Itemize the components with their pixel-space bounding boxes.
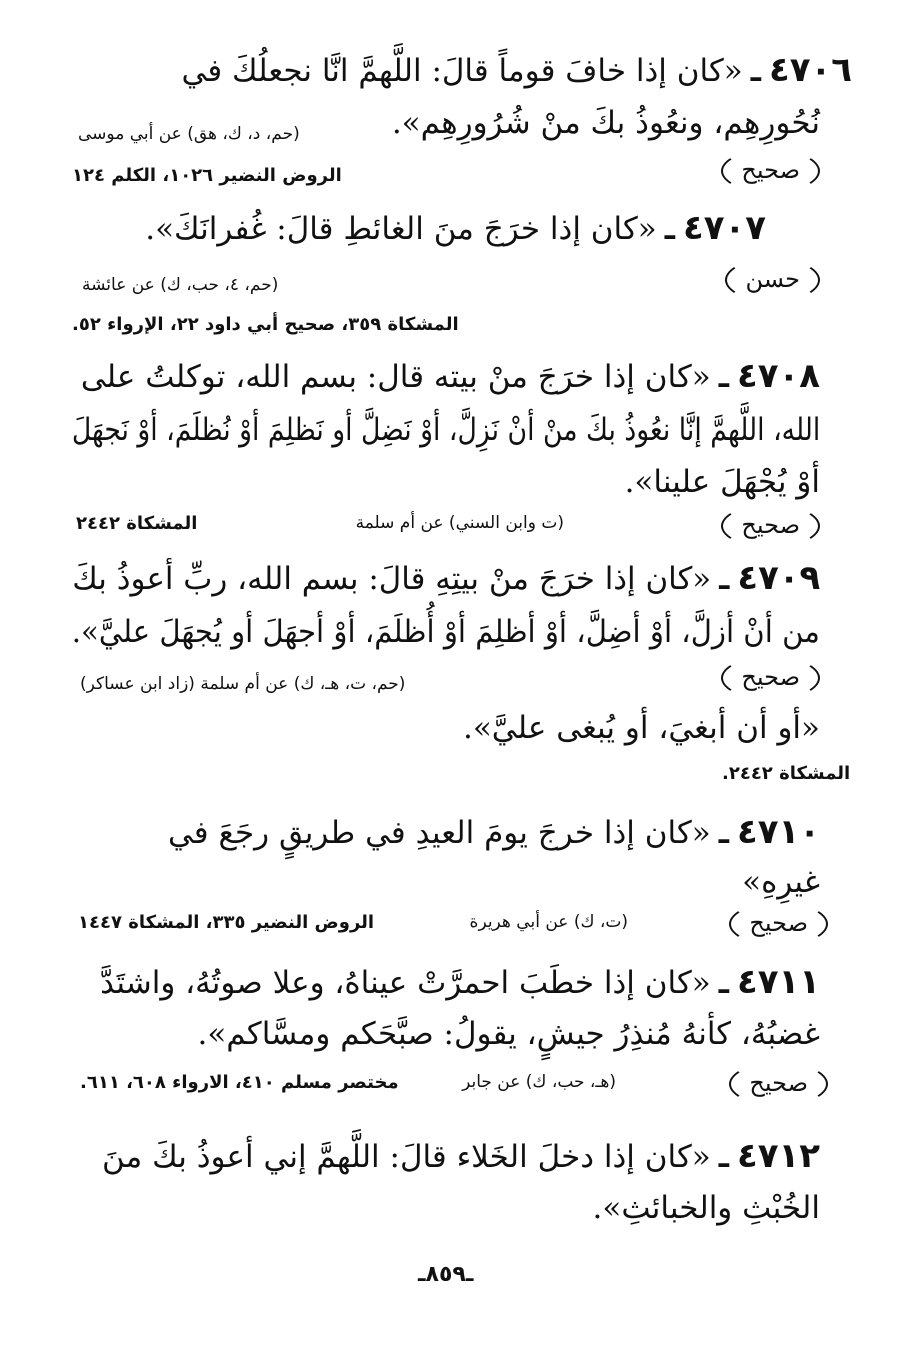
separator-dash: ـ — [664, 212, 675, 247]
hadith-4709-line-2 — [72, 610, 820, 654]
hadith-number: ٤٧٠٩ — [737, 558, 820, 598]
hadith-4711-line-1 — [100, 960, 820, 1006]
hadith-text: الله، اللَّهمَّ إنَّا نعُوذُ بكَ منْ أنْ نَزِلَّ، أوْ نَضِلَّ أو نَظلِمَ أوْ نُظلَمَ، أوْ نَجهَلَ — [71, 412, 820, 448]
hadith-4711-grade-badge: صحيح — [729, 1062, 828, 1106]
hadith-4708-reference: المشكاة ٢٤٤٢ — [76, 513, 198, 534]
hadith-text: غيرِهِ» — [742, 864, 820, 900]
hadith-text: من أنْ أزلَّ، أوْ أضِلَّ، أوْ أظلِمَ أوْ أُظلَمَ، أوْ أجهَلَ أو يُجهَلَ عليَّ». — [71, 614, 820, 650]
separator-dash: ـ — [718, 1140, 729, 1175]
separator-dash: ـ — [750, 54, 761, 89]
hadith-text: «كان إذا خطَبَ احمرَّتْ عيناهُ، وعلا صوتُهُ، واشتَدَّ — [100, 965, 711, 1001]
hadith-4711-reference: مختصر مسلم ٤١٠، الارواء ٦٠٨، ٦١١. — [80, 1072, 399, 1093]
hadith-4708-line-3 — [625, 460, 820, 504]
hadith-4708-line-2 — [72, 408, 820, 452]
hadith-4706-source: (حم، د، ك، هق) عن أبي موسى — [78, 124, 300, 144]
hadith-4709-extra — [463, 706, 820, 750]
hadith-4710-line-1 — [168, 810, 820, 856]
hadith-number: ٤٧١١ — [736, 962, 820, 1002]
hadith-4707-grade-badge: حسن — [725, 258, 820, 302]
hadith-text: غضبُهُ، كأنهُ مُنذِرُ جيشٍ، يقولُ: صبَّحَكم ومسَّاكم». — [197, 1016, 820, 1052]
hadith-number: ٤٧١٢ — [736, 1136, 820, 1176]
hadith-4707-reference: المشكاة ٣٥٩، صحيح أبي داود ٢٢، الإرواء ٥٢. — [72, 314, 459, 335]
page-number: ـ٨٥٩ـ — [418, 1262, 474, 1287]
hadith-4709-reference: المشكاة ٢٤٤٢. — [722, 763, 851, 784]
hadith-4712-line-1 — [102, 1134, 820, 1180]
hadith-4706-grade-badge: صحيح — [721, 149, 820, 193]
hadith-4706-line-2 — [392, 101, 820, 145]
separator-dash: ـ — [719, 562, 730, 597]
hadith-4710-grade-badge: صحيح — [729, 902, 828, 946]
hadith-text: أوْ يُجْهَلَ علينا». — [624, 464, 820, 500]
hadith-4711-source: (هـ، حب، ك) عن جابر — [462, 1072, 616, 1092]
hadith-4707-line-1 — [145, 206, 766, 252]
hadith-text: «كان إذا خرَجَ منَ الغائطِ قالَ: غُفرانَكَ». — [145, 211, 657, 247]
hadith-text: نُحُورِهِم، ونعُوذُ بكَ منْ شُرُورِهِم». — [391, 105, 820, 141]
hadith-number: ٤٧٠٧ — [682, 208, 766, 248]
separator-dash: ـ — [718, 360, 729, 395]
hadith-4709-source: (حم، ت، هـ، ك) عن أم سلمة (زاد ابن عساكر) — [80, 674, 406, 694]
hadith-text: «كان إذا خرجَ يومَ العيدِ في طريقٍ رجَعَ في — [167, 815, 711, 851]
hadith-text: «كان إذا دخلَ الخَلاء قالَ: اللَّهمَّ إني أعوذُ بكَ منَ — [102, 1139, 711, 1175]
hadith-4711-line-2 — [197, 1012, 820, 1056]
hadith-4707-source: (حم، ٤، حب، ك) عن عائشة — [82, 275, 279, 295]
hadith-number: ٤٧٠٨ — [736, 356, 820, 396]
hadith-4706-reference: الروض النضير ١٠٢٦، الكلم ١٢٤ — [72, 165, 342, 186]
hadith-text: «أو أن أبغيَ، أو يُبغى عليَّ». — [462, 710, 820, 746]
hadith-4710-source: (ت، ك) عن أبي هريرة — [469, 912, 628, 932]
hadith-text: الخُبْثِ والخبائثِ». — [592, 1190, 820, 1226]
hadith-text: «كان إذا خافَ قوماً قالَ: اللَّهمَّ انَّا نجعلُكَ في — [181, 53, 743, 89]
hadith-number: ٤٧١٠ — [736, 812, 820, 852]
hadith-4709-line-1 — [72, 556, 820, 602]
hadith-4710-line-2 — [742, 860, 820, 904]
hadith-4708-line-1 — [81, 354, 820, 400]
hadith-4706-line-1 — [181, 48, 852, 94]
separator-dash: ـ — [718, 816, 729, 851]
hadith-text: «كان إذا خرَجَ منْ بيته قال: بسم الله، توكلتُ على — [80, 359, 711, 395]
hadith-4708-grade-badge: صحيح — [721, 504, 820, 548]
hadith-text: «كان إذا خرَجَ منْ بيتِهِ قالَ: بسم الله، ربِّ أعوذُ بكَ — [72, 561, 712, 597]
hadith-4708-source: (ت وابن السني) عن أم سلمة — [355, 513, 564, 533]
hadith-number: ٤٧٠٦ — [768, 50, 852, 90]
hadith-4709-grade-badge: صحيح — [721, 656, 820, 700]
separator-dash: ـ — [718, 966, 729, 1001]
hadith-4712-line-2 — [593, 1186, 820, 1230]
hadith-4710-reference: الروض النضير ٣٣٥، المشكاة ١٤٤٧ — [78, 912, 375, 933]
